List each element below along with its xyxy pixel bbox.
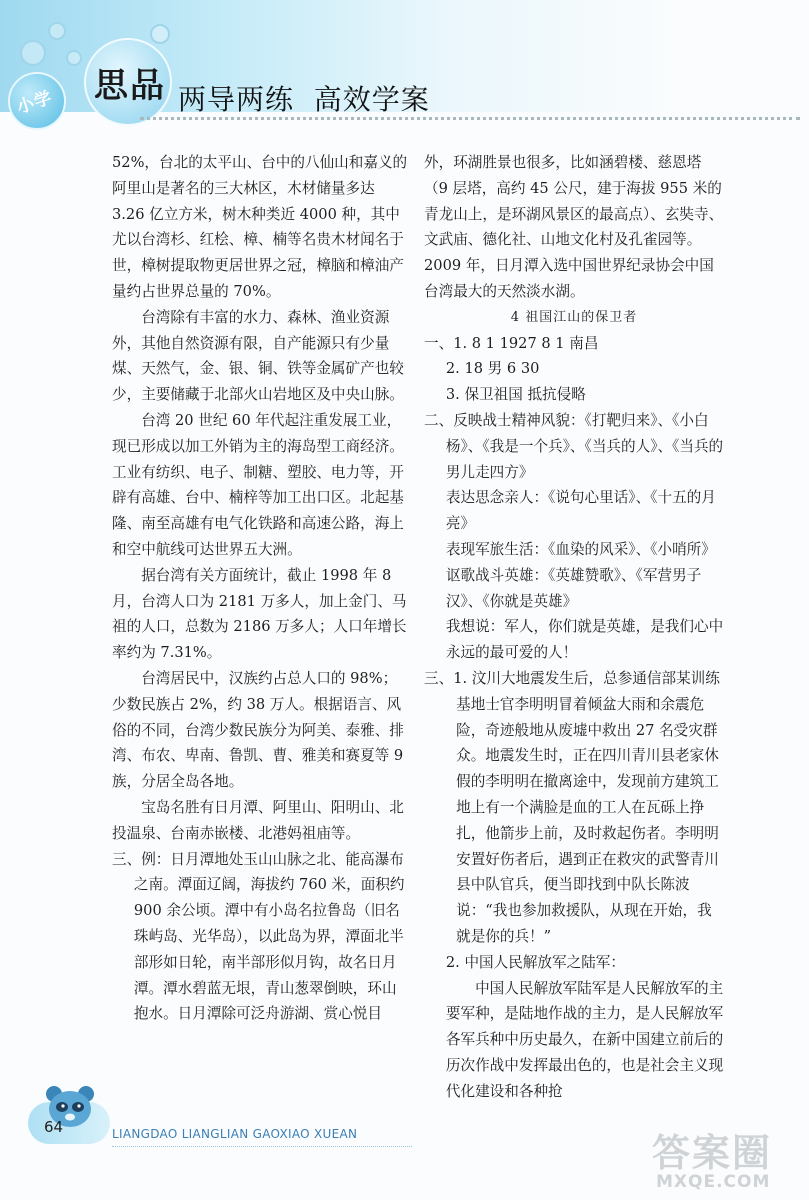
footer-divider xyxy=(112,1146,412,1147)
text-paragraph: 三、1. 汶川大地震发生后，总参通信部某训练基地士官李明明冒着倾盆大雨和余震危险，奇迹般地从废墟中救出 27 名受灾群众。地震发生时，正在四川青川县老家休假的李明明在撤离途中，发现前方建筑工地上有一个满脸是血的工人在瓦砾上挣扎，他箭步上前，及时救起伤者。李明明安置好伤者后，遇到正在救灾的武警青川县中队官兵，便当即找到中队长陈波说：“我也参加救援队，从现在开始，我就是你的兵！” xyxy=(424,669,720,945)
watermark xyxy=(636,1118,786,1196)
text-paragraph: 我想说：军人，你们就是英雄，是我们心中永远的最可爱的人！ xyxy=(445,618,724,662)
bubble-decoration xyxy=(48,22,66,40)
text-paragraph: 中国人民解放军陆军是人民解放军的主要军种，是陆地作战的主力，是人民解放军各军兵种中历史最久，在新中国建立前后的历次作战中发挥最出色的，也是社会主义现代化建设和各种抢 xyxy=(445,979,724,1100)
text-paragraph: 台湾 20 世纪 60 年代起注重发展工业，现已形成以加工外销为主的海岛型工商经济。工业有纺织、电子、制糖、塑胶、电力等，开辟有高雄、台中、楠梓等加工出口区。北起基隆、南至高雄有电气化铁路和高速公路，海上和空中航线可达世界五大洲。 xyxy=(112,411,404,558)
text-paragraph: 三、例：日月潭地处玉山山脉之北、能高瀑布之南。潭面辽阔，海拔约 760 米，面积约 900 余公顷。潭中有小岛名拉鲁岛（旧名珠屿岛、光华岛），以此岛为界，潭面北半部形如日轮，南半部形似月钩，故名日月潭。潭水碧蓝无垠，青山葱翠倒映，环山抱水。日月潭除可泛舟游湖、赏心悦目 xyxy=(112,850,405,1023)
text-paragraph: 宝岛名胜有日月潭、阿里山、阳明山、北投温泉、台南赤嵌楼、北港妈祖庙等。 xyxy=(112,798,404,842)
text-paragraph: 表现军旅生活：《血染的风采》、《小哨所》 xyxy=(445,540,716,558)
series-pinyin: LIANGDAO LIANGLIAN GAOXIAO XUEAN xyxy=(112,1127,358,1141)
text-paragraph: 52%，台北的太平山、台中的八仙山和嘉义的阿里山是著名的三大林区，木材储量多达 3.26 亿立方米，树木种类近 4000 种，其中尤以台湾杉、红桧、樟、楠等名贵木材闻名于世，樟树提取物更居世界之冠，樟脑和樟油产量约占世界总量的 70%。 xyxy=(112,154,408,300)
series-title: 两导两练 高效学案 xyxy=(178,83,430,116)
text-paragraph: 2. 中国人民解放军之陆军： xyxy=(445,953,625,971)
bubble-decoration xyxy=(20,40,46,66)
page-header xyxy=(0,0,809,150)
left-text-column xyxy=(112,150,408,1027)
text-paragraph: 3. 保卫祖国 抵抗侵略 xyxy=(445,386,586,404)
logo-brand: 思品 xyxy=(94,66,166,106)
page-number: 64 xyxy=(44,1118,64,1136)
header-divider xyxy=(140,117,800,120)
text-paragraph: 台湾居民中，汉族约占总人口的 98%；少数民族占 2%，约 38 万人。根据语言、风俗的不同，台湾少数民族分为阿美、泰雅、排湾、布农、卑南、鲁凯、曹、雅美和赛夏等 9 族，分居全岛各地。 xyxy=(112,669,404,791)
watermark-url: MXQE.COM xyxy=(656,1172,771,1192)
text-paragraph: 表达思念亲人：《说句心里话》、《十五的月亮》 xyxy=(445,489,716,533)
bubble-decoration xyxy=(66,50,82,66)
bubble-decoration xyxy=(150,24,170,44)
section-heading: 4 祖国江山的保卫者 xyxy=(510,309,638,325)
text-paragraph: 二、反映战士精神风貌：《打靶归来》、《小白杨》、《我是一个兵》、《当兵的人》、《当兵的男儿走四方》 xyxy=(424,411,724,481)
text-paragraph: 一、1. 8 1 1927 8 1 南昌 xyxy=(424,334,599,352)
text-paragraph: 2. 18 男 6 30 xyxy=(445,360,540,378)
logo-grade-label: 小学 xyxy=(14,87,55,118)
text-paragraph: 台湾除有丰富的水力、森林、渔业资源外，其他自然资源有限，自产能源只有少量煤、天然气，金、银、铜、铁等金属矿产也较少，主要储藏于北部火山岩地区及中央山脉。 xyxy=(112,308,404,404)
text-paragraph: 讴歌战斗英雄：《英雄赞歌》、《军营男子汉》、《你就是英雄》 xyxy=(445,566,702,610)
text-paragraph: 据台湾有关方面统计，截止 1998 年 8 月，台湾人口为 2181 万多人，加上金门、马祖的人口，总数为 2186 万多人；人口年增长率约为 7.31%。 xyxy=(112,566,407,662)
right-text-column xyxy=(424,150,724,1104)
text-paragraph: 外，环湖胜景也很多，比如涵碧楼、慈恩塔（9 层塔，高约 45 公尺，建于海拔 955 米的青龙山上，是环湖风景区的最高点）、玄奘寺、文武庙、德化社、山地文化村及孔雀园等。2009 年，日月潭入选中国世界纪录协会中国台湾最大的天然淡水湖。 xyxy=(424,154,724,300)
watermark-logo: 答案圈 xyxy=(652,1131,773,1175)
